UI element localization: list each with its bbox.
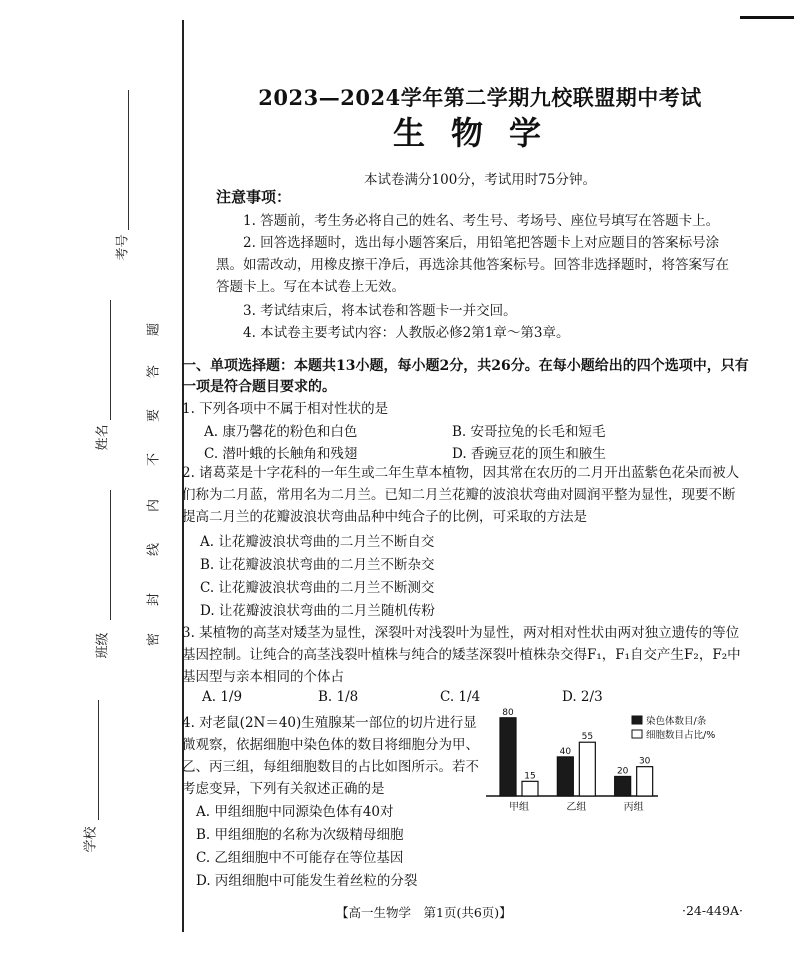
question-stem: 1. 下列各项中不属于相对性状的是 [182, 401, 389, 417]
question-option[interactable]: A. 康乃馨花的粉色和白色 [204, 424, 358, 440]
field-name-label: 姓名 [95, 424, 111, 451]
bar [637, 767, 653, 796]
bar [522, 781, 538, 796]
question-option[interactable]: A. 甲组细胞中同源染色体有40对 [196, 804, 394, 820]
bar [615, 776, 631, 796]
legend-label: 细胞数目占比/% [646, 730, 716, 741]
notice-item: 3. 考试结束后，将本试卷和答题卡一并交回。 [243, 303, 517, 319]
footer-code: ·24-449A· [682, 903, 743, 918]
exam-meta: 本试卷满分100分，考试用时75分钟。 [364, 172, 596, 188]
bar [579, 742, 595, 796]
notice-item: 2. 回答选择题时，选出每小题答案后，用铅笔把答题卡上对应题目的答案标号涂黑。如需改动，用橡皮擦干净后，再选涂其他答案标号。回答非选择题时，将答案写在答题卡上。写在本试卷上无效。 [216, 235, 729, 295]
question-option[interactable]: D. 2/3 [562, 689, 603, 705]
legend-label: 染色体数目/条 [646, 716, 707, 727]
section-heading: 一、单项选择题：本题共13小题，每小题2分，共26分。在每小题给出的四个选项中，只有一项是符合题目要求的。 [182, 358, 749, 395]
field-school-line [98, 700, 99, 820]
question-option[interactable]: C. 潜叶蛾的长触角和残翅 [204, 446, 358, 462]
data-label: 40 [559, 746, 572, 757]
seal-char: 要 [146, 409, 162, 423]
question-option[interactable]: B. 让花瓣波浪状弯曲的二月兰不断杂交 [200, 557, 435, 573]
question-stem: 3. 某植物的高茎对矮茎为显性，深裂叶对浅裂叶为显性，两对相对性状由两对独立遗传的等位基因控制。让纯合的高茎浅裂叶植株与纯合的矮茎深裂叶植株杂交得F₁，F₁自交产生F₂，F₂中基因型与亲本相同的个体占 [182, 625, 741, 685]
field-class-line [110, 490, 111, 620]
category-label: 乙组 [566, 802, 587, 813]
question-option[interactable]: C. 1/4 [440, 689, 481, 705]
legend-swatch [632, 716, 642, 724]
category-label: 甲组 [509, 802, 529, 813]
seal-char: 内 [146, 499, 162, 513]
data-label: 30 [638, 756, 651, 767]
question-option[interactable]: C. 让花瓣波浪状弯曲的二月兰不断测交 [200, 580, 435, 596]
field-school-label: 学校 [83, 826, 99, 853]
category-label: 丙组 [623, 802, 644, 813]
footer-page-info: 【高一生物学 第1页(共6页)】 [336, 905, 512, 920]
data-label: 20 [616, 766, 629, 777]
question-option[interactable]: D. 让花瓣波浪状弯曲的二月兰随机传粉 [200, 603, 435, 619]
legend-swatch [632, 730, 642, 738]
question-option[interactable]: D. 丙组细胞中可能发生着丝粒的分裂 [196, 873, 418, 889]
field-class-label: 班级 [95, 632, 111, 659]
question-stem: 4. 对老鼠(2N＝40)生殖腺某一部位的切片进行显微观察，依据细胞中染色体的数目将细胞分为甲、乙、丙三组，每组细胞数目的占比如图所示。若不考虑变异，下列有关叙述正确的是 [182, 715, 479, 797]
bar [500, 718, 516, 796]
seal-char: 题 [146, 323, 162, 337]
data-label: 80 [502, 707, 514, 718]
seal-char: 封 [146, 593, 162, 607]
subject-title: 生物学 [392, 114, 567, 152]
field-exam-no-label: 考号 [115, 234, 131, 261]
question-option[interactable]: D. 香豌豆花的顶生和腋生 [452, 446, 606, 462]
field-name-line [110, 300, 111, 420]
question-option[interactable]: B. 1/8 [318, 689, 359, 705]
bar [557, 757, 573, 796]
seal-char: 线 [146, 543, 162, 557]
chart-svg [482, 702, 772, 820]
top-rule [740, 16, 794, 19]
data-label: 55 [581, 732, 594, 743]
seal-char: 答 [146, 365, 162, 379]
exam-title: 2023—2024学年第二学期九校联盟期中考试 [258, 85, 702, 110]
question-option[interactable]: B. 安哥拉兔的长毛和短毛 [452, 424, 606, 440]
data-label: 15 [524, 771, 536, 782]
seal-char: 不 [146, 453, 162, 467]
question-stem: 2. 诸葛菜是十字花科的一年生或二年生草本植物，因其常在农历的二月开出蓝紫色花朵而被人们称为二月蓝，常用名为二月兰。已知二月兰花瓣的波浪状弯曲对圆润平整为显性，现要不断提高二月兰的花瓣波浪状弯曲品种中纯合子的比例，可采取的方法是 [182, 465, 740, 525]
seal-char: 密 [146, 633, 162, 647]
field-exam-no-line [128, 90, 129, 230]
seal-line-text [140, 300, 164, 660]
notice-item: 4. 本试卷主要考试内容：人教版必修2第1章～第3章。 [243, 325, 570, 341]
question-option[interactable]: B. 甲组细胞的名称为次级精母细胞 [196, 827, 404, 843]
question-option[interactable]: A. 1/9 [202, 689, 243, 705]
question-option[interactable]: C. 乙组细胞中不可能存在等位基因 [196, 850, 404, 866]
notice-heading: 注意事项： [216, 188, 292, 206]
question-option[interactable]: A. 让花瓣波浪状弯曲的二月兰不断自交 [200, 534, 435, 550]
notice-item: 1. 答题前，考生务必将自己的姓名、考生号、考场号、座位号填写在答题卡上。 [243, 213, 720, 229]
cell-group-bar-chart [482, 702, 772, 820]
